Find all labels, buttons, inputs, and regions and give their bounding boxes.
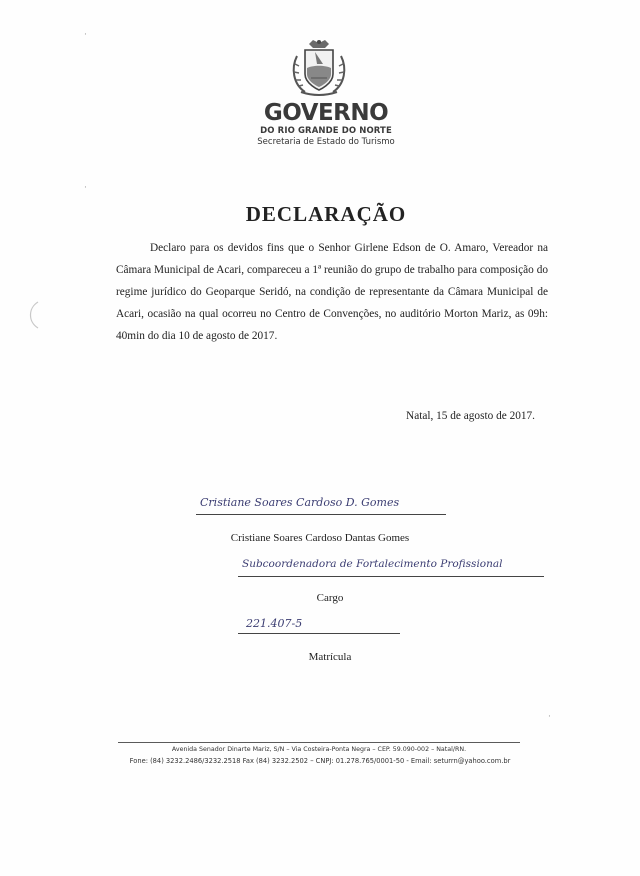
document-title: DECLARAÇÃO <box>245 202 407 226</box>
handwritten-signature-name: Cristiane Soares Cardoso D. Gomes <box>200 496 400 509</box>
scan-dot: · <box>548 712 551 722</box>
footer-address: Avenida Senador Dinarte Mariz, S/N – Via Costeira-Ponta Negra – CEP. 59.090-002 – Natal/RN. <box>171 746 467 753</box>
printed-name: Cristiane Soares Cardoso Dantas Gomes <box>230 532 410 544</box>
handwritten-registration: 221.407-5 <box>246 617 303 630</box>
place-and-date: Natal, 15 de agosto de 2017. <box>406 410 535 422</box>
role-line <box>238 576 544 577</box>
scan-dot: · <box>84 30 87 40</box>
role-label: Cargo <box>316 592 344 604</box>
registration-line <box>238 633 400 634</box>
footer-divider <box>118 742 520 743</box>
department-name: Secretaria de Estado do Turismo <box>257 137 395 147</box>
government-title: GOVERNO <box>263 100 389 126</box>
state-coat-of-arms-icon <box>287 38 351 100</box>
registration-label: Matrícula <box>308 651 352 663</box>
signature-line <box>196 514 446 515</box>
handwritten-role: Subcoordenadora de Fortalecimento Profissional <box>242 558 503 570</box>
scan-dot: · <box>84 183 87 193</box>
state-name: DO RIO GRANDE DO NORTE <box>260 126 392 136</box>
footer-contact: Fone: (84) 3232.2486/3232.2518 Fax (84) 3232.2502 – CNPJ: 01.278.765/0001-50 - Email: seturrn@yahoo.com.br <box>129 757 511 765</box>
declaration-paragraph <box>116 237 548 347</box>
binder-hole-mark <box>18 300 42 330</box>
declaration-text: Declaro para os devidos fins que o Senhor Girlene Edson de O. Amaro, Vereador na Câmara Municipal de Acari, compareceu a 1ª reunião do grupo de trabalho para composição do regime jurídico do Geoparque Seridó, na condição de representante da Câmara Municipal de Acari, ocasião na qual ocorreu no Centro de Convenções, no auditório Morton Mariz, as 09h: 40min do dia 10 de agosto de 2017. <box>116 242 548 342</box>
